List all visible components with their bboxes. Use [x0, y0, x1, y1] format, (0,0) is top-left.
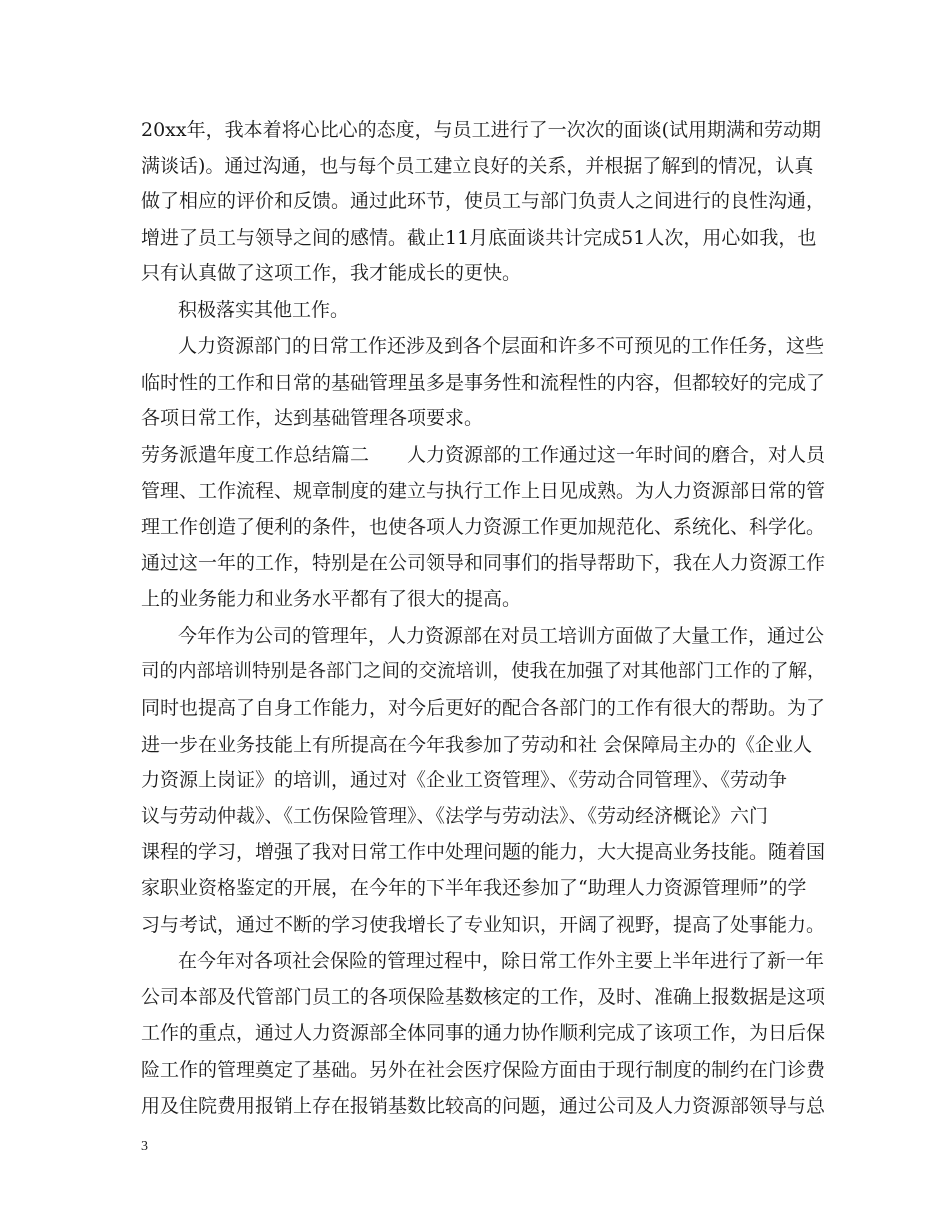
- text-line: 公司本部及代管部门员工的各项保险基数核定的工作，及时、准确上报数据是这项: [141, 986, 826, 1008]
- text-line: 只有认真做了这项工作，我才能成长的更快。: [141, 262, 522, 284]
- text-line: 通过这一年的工作，特别是在公司领导和同事们的指导帮助下，我在人力资源工作: [141, 552, 826, 574]
- page-number: 3: [141, 1139, 148, 1154]
- text-line: 积极落实其他工作。: [178, 299, 350, 321]
- text-line: 险工作的管理奠定了基础。另外在社会医疗保险方面由于现行制度的制约在门诊费: [141, 1059, 826, 1081]
- text-line: 各项日常工作，达到基础管理各项要求。: [141, 407, 484, 429]
- text-line: 人力资源部门的日常工作还涉及到各个层面和许多不可预见的工作任务，这些: [178, 335, 825, 357]
- text-line: 力资源上岗证》的培训，通过对《企业工资管理》、《劳动合同管理》、《劳动争: [141, 769, 788, 791]
- text-line: 上的业务能力和业务水平都有了很大的提高。: [141, 588, 522, 610]
- text-line: 理工作创造了便利的条件，也使各项人力资源工作更加规范化、系统化、科学化。: [141, 516, 826, 538]
- text-line: 满谈话)。通过沟通，也与每个员工建立良好的关系，并根据了解到的情况，认真: [141, 155, 814, 177]
- text-line: 增进了员工与领导之间的感情。截止11月底面谈共计完成51人次，用心如我，也: [141, 227, 817, 249]
- text-line: 司的内部培训特别是各部门之间的交流培训，使我在加强了对其他部门工作的了解，: [141, 661, 826, 682]
- text-line: 今年作为公司的管理年，人力资源部在对员工培训方面做了大量工作，通过公: [178, 625, 825, 647]
- text-line: 同时也提高了自身工作能力，对今后更好的配合各部门的工作有很大的帮助。为了: [141, 697, 826, 719]
- text-line: 劳务派遣年度工作总结篇二 人力资源部的工作通过这一年时间的磨合，对人员: [141, 444, 826, 466]
- text-line: 管理、工作流程、规章制度的建立与执行工作上日见成熟。为人力资源部日常的管: [141, 480, 826, 502]
- text-line: 进一步在业务技能上有所提高在今年我参加了劳动和社 会保障局主办的《企业人: [141, 734, 813, 756]
- text-line: 20xx年，我本着将心比心的态度，与员工进行了一次次的面谈(试用期满和劳动期: [141, 119, 822, 141]
- text-line: 临时性的工作和日常的基础管理虽多是事务性和流程性的内容，但都较好的完成了: [141, 372, 826, 394]
- text-line: 用及住院费用报销上存在报销基数比较高的问题，通过公司及人力资源部领导与总: [141, 1095, 826, 1117]
- text-line: 习与考试，通过不断的学习使我增长了专业知识，开阔了视野，提高了处事能力。: [141, 914, 826, 936]
- text-line: 做了相应的评价和反馈。通过此环节，使员工与部门负责人之间进行的良性沟通，: [141, 190, 826, 212]
- text-line: 在今年对各项社会保险的管理过程中，除日常工作外主要上半年进行了新一年: [178, 950, 825, 972]
- text-line: 课程的学习，增强了我对日常工作中处理问题的能力，大大提高业务技能。随着国: [141, 841, 826, 863]
- text-line: 工作的重点，通过人力资源部全体同事的通力协作顺利完成了该项工作，为日后保: [141, 1022, 826, 1044]
- text-line: 议与劳动仲裁》、《工伤保险管理》、《法学与劳动法》、《劳动经济概论》六门: [141, 805, 769, 827]
- text-line: 家职业资格鉴定的开展，在今年的下半年我还参加了“助理人力资源管理师”的学: [141, 877, 807, 899]
